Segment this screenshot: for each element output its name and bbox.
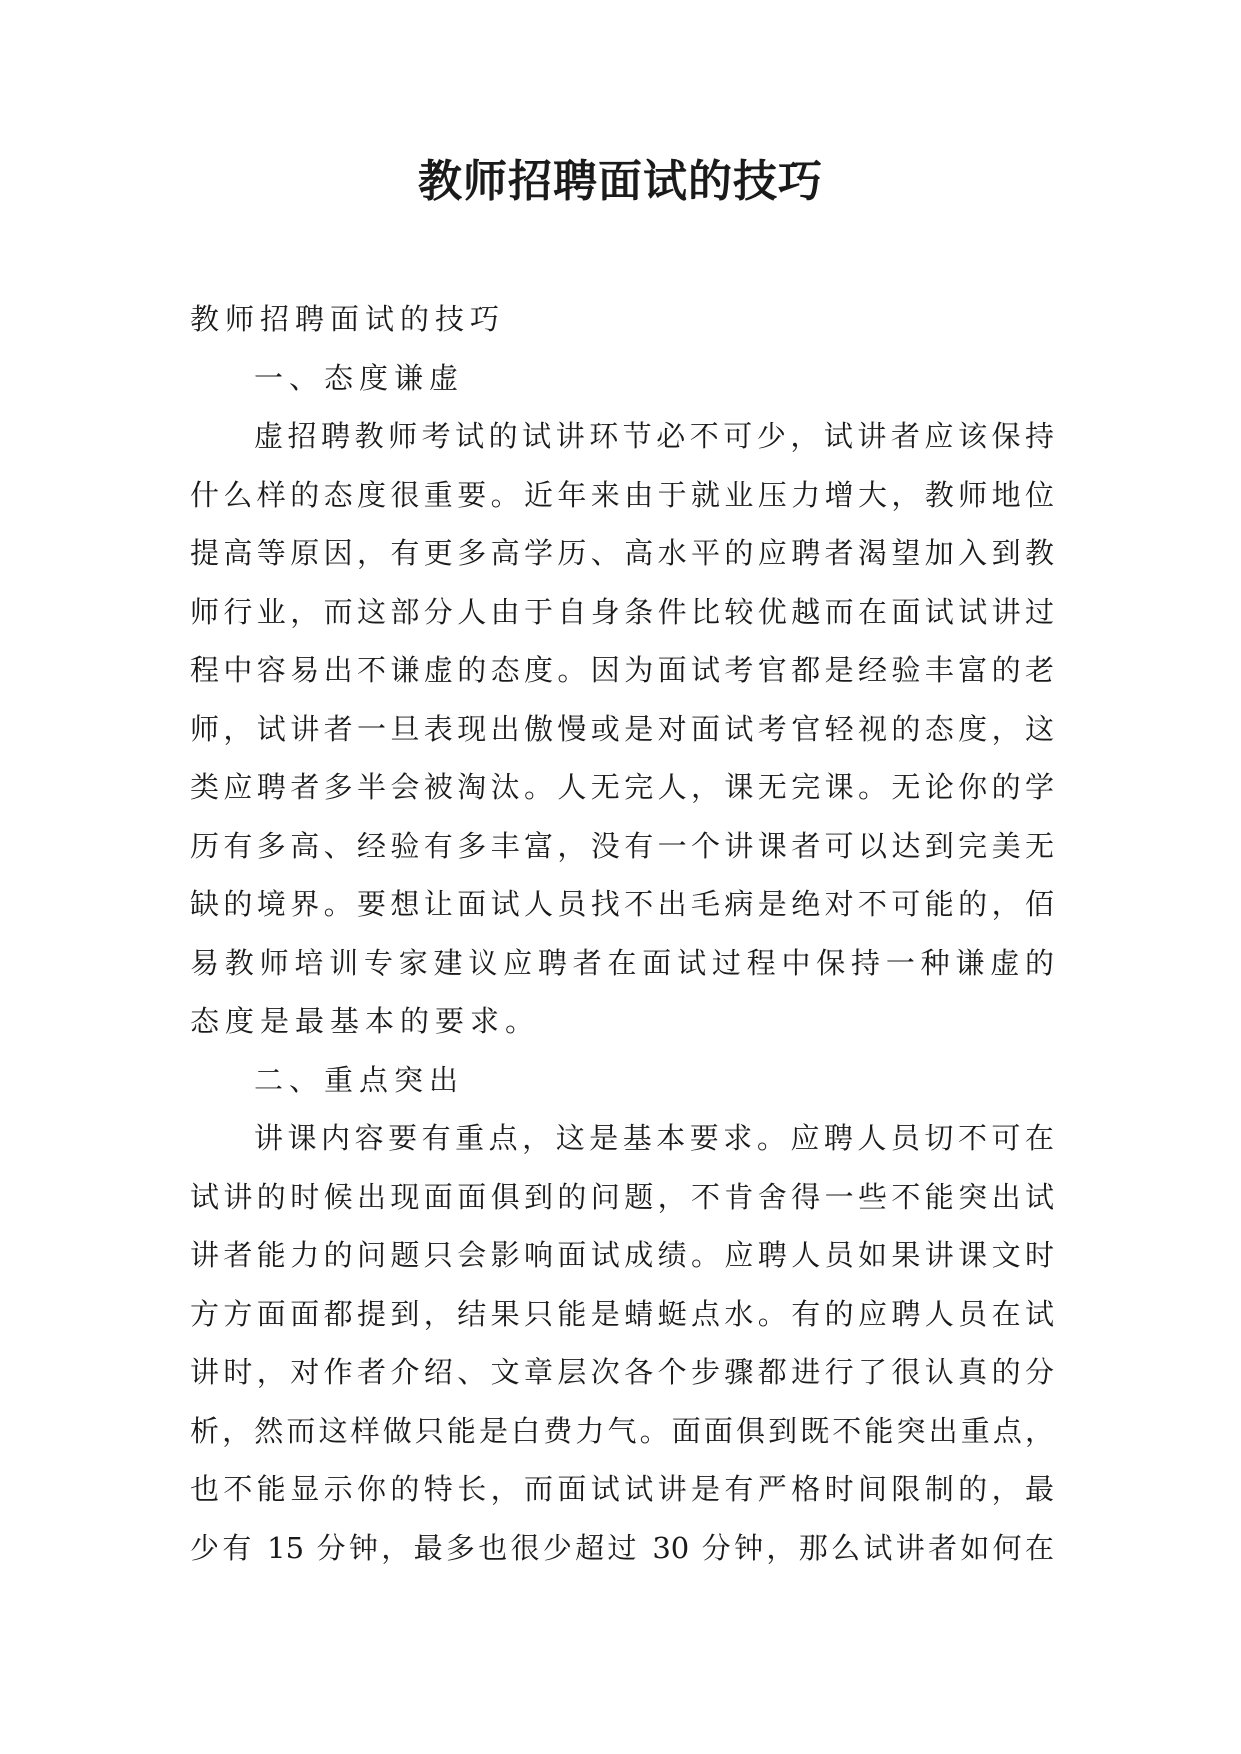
paragraph-line: 历有多高、经验有多丰富，没有一个讲课者可以达到完美无 bbox=[190, 828, 1054, 863]
paragraph-line: 方方面面都提到，结果只能是蜻蜓点水。有的应聘人员在试 bbox=[190, 1296, 1054, 1331]
paragraph-line: 什么样的态度很重要。近年来由于就业压力增大，教师地位 bbox=[190, 477, 1054, 512]
paragraph-line: 析，然而这样做只能是白费力气。面面俱到既不能突出重点， bbox=[190, 1413, 1054, 1448]
subtitle-line: 教师招聘面试的技巧 bbox=[190, 302, 506, 336]
paragraph-line: 态度是最基本的要求。 bbox=[190, 1004, 541, 1038]
paragraph-line: 类应聘者多半会被淘汰。人无完人，课无完课。无论你的学 bbox=[190, 770, 1054, 804]
paragraph-line: 试讲的时候出现面面俱到的问题，不肯舍得一些不能突出试 bbox=[190, 1179, 1054, 1214]
section-heading: 一、态度谦虚 bbox=[254, 360, 465, 395]
paragraph-line: 提高等原因，有更多高学历、高水平的应聘者渴望加入到教 bbox=[190, 536, 1054, 570]
paragraph-line: 讲者能力的问题只会影响面试成绩。应聘人员如果讲课文时 bbox=[190, 1238, 1054, 1272]
paragraph-line: 师行业，而这部分人由于自身条件比较优越而在面试试讲过 bbox=[190, 594, 1054, 629]
paragraph-line: 缺的境界。要想让面试人员找不出毛病是绝对不可能的，佰 bbox=[190, 887, 1054, 921]
paragraph-line: 讲时，对作者介绍、文章层次各个步骤都进行了很认真的分 bbox=[190, 1355, 1054, 1389]
paragraph-line: 也不能显示你的特长，而面试试讲是有严格时间限制的，最 bbox=[190, 1472, 1054, 1506]
paragraph-line: 少有 15 分钟，最多也很少超过 30 分钟，那么试讲者如何在 bbox=[190, 1530, 1054, 1565]
paragraph-line: 易教师培训专家建议应聘者在面试过程中保持一种谦虚的 bbox=[190, 945, 1054, 980]
document-title: 教师招聘面试的技巧 bbox=[418, 156, 823, 207]
paragraph-line: 虚招聘教师考试的试讲环节必不可少，试讲者应该保持 bbox=[254, 419, 1054, 453]
section-heading: 二、重点突出 bbox=[254, 1062, 465, 1097]
paragraph-line: 讲课内容要有重点，这是基本要求。应聘人员切不可在 bbox=[254, 1121, 1054, 1155]
paragraph-line: 程中容易出不谦虚的态度。因为面试考官都是经验丰富的老 bbox=[190, 653, 1054, 687]
paragraph-line: 师，试讲者一旦表现出傲慢或是对面试考官轻视的态度，这 bbox=[190, 711, 1054, 746]
document-body bbox=[190, 290, 1054, 1577]
